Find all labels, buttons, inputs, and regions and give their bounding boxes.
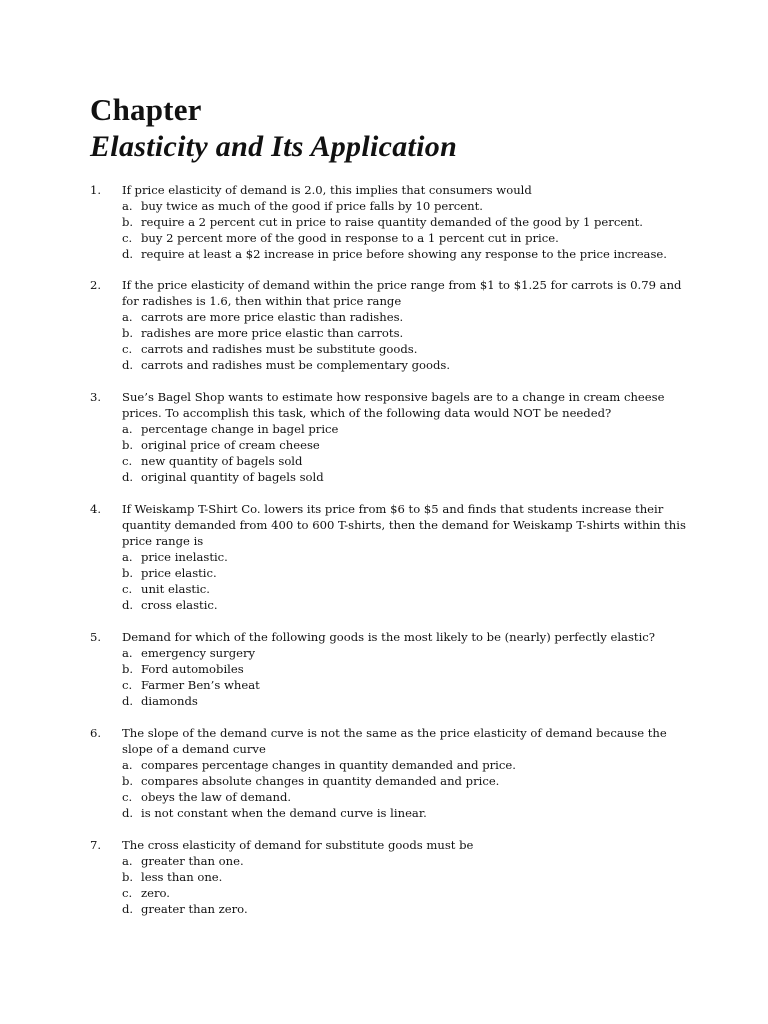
option-letter: c. bbox=[122, 582, 133, 596]
answer-option-c bbox=[122, 341, 690, 357]
option-letter: a. bbox=[122, 199, 133, 213]
option-letter: d. bbox=[122, 806, 134, 820]
answer-option-c bbox=[122, 581, 690, 597]
option-letter: b. bbox=[122, 326, 134, 340]
option-letter: b. bbox=[122, 870, 134, 884]
option-letter: d. bbox=[122, 694, 134, 708]
question-stem: Sue’s Bagel Shop wants to estimate how responsive bagels are to a change in cream cheese prices. To accomplish this task, which of the following data would NOT be needed? bbox=[122, 390, 665, 420]
answer-option-a bbox=[122, 198, 690, 214]
option-letter: c. bbox=[122, 886, 133, 900]
answer-option-a bbox=[122, 645, 690, 661]
question-6 bbox=[90, 725, 690, 821]
question-number: 5. bbox=[90, 630, 102, 644]
option-letter: c. bbox=[122, 678, 133, 692]
option-letter: d. bbox=[122, 358, 134, 372]
answer-option-c bbox=[122, 230, 690, 246]
answer-option-c bbox=[122, 789, 690, 805]
option-letter: d. bbox=[122, 247, 134, 261]
option-text: greater than zero. bbox=[141, 902, 248, 916]
option-text: obeys the law of demand. bbox=[141, 790, 292, 804]
option-text: radishes are more price elastic than carrots. bbox=[141, 326, 404, 340]
option-text: percentage change in bagel price bbox=[141, 422, 339, 436]
answer-option-a bbox=[122, 421, 690, 437]
option-text: diamonds bbox=[141, 694, 198, 708]
option-letter: c. bbox=[122, 342, 133, 356]
answer-option-b bbox=[122, 869, 690, 885]
answer-option-d bbox=[122, 805, 690, 821]
answer-option-b bbox=[122, 565, 690, 581]
option-text: price inelastic. bbox=[141, 550, 228, 564]
option-letter: b. bbox=[122, 215, 134, 229]
question-7 bbox=[90, 837, 690, 917]
option-letter: a. bbox=[122, 646, 133, 660]
question-4 bbox=[90, 501, 690, 613]
question-stem: The slope of the demand curve is not the same as the price elasticity of demand because the slope of a demand curve bbox=[122, 726, 667, 756]
option-text: compares percentage changes in quantity demanded and price. bbox=[141, 758, 516, 772]
chapter-subtitle: Elasticity and Its Application bbox=[90, 130, 458, 163]
option-letter: a. bbox=[122, 310, 133, 324]
option-text: require a 2 percent cut in price to raise quantity demanded of the good by 1 percent. bbox=[141, 215, 643, 229]
option-letter: c. bbox=[122, 790, 133, 804]
option-letter: b. bbox=[122, 566, 134, 580]
option-text: Ford automobiles bbox=[141, 662, 244, 676]
answer-option-a bbox=[122, 853, 690, 869]
option-letter: a. bbox=[122, 550, 133, 564]
answer-option-c bbox=[122, 677, 690, 693]
question-1 bbox=[90, 182, 690, 262]
option-text: original quantity of bagels sold bbox=[141, 470, 324, 484]
option-text: compares absolute changes in quantity demanded and price. bbox=[141, 774, 500, 788]
option-text: cross elastic. bbox=[141, 598, 218, 612]
option-text: Farmer Ben’s wheat bbox=[141, 678, 260, 692]
option-letter: b. bbox=[122, 774, 134, 788]
option-text: carrots are more price elastic than radishes. bbox=[141, 310, 404, 324]
option-text: less than one. bbox=[141, 870, 223, 884]
option-letter: a. bbox=[122, 854, 133, 868]
question-number: 3. bbox=[90, 390, 102, 404]
question-stem: If Weiskamp T-Shirt Co. lowers its price from $6 to $5 and finds that students increase their quantity demanded from 400 to 600 T-shirts, then the demand for Weiskamp T-shirts within this price range is bbox=[122, 502, 686, 548]
option-letter: a. bbox=[122, 758, 133, 772]
question-number: 1. bbox=[90, 183, 102, 197]
question-stem: If price elasticity of demand is 2.0, this implies that consumers would bbox=[122, 183, 532, 197]
answer-option-d bbox=[122, 901, 690, 917]
question-list bbox=[90, 182, 690, 917]
option-text: new quantity of bagels sold bbox=[141, 454, 303, 468]
answer-option-a bbox=[122, 309, 690, 325]
option-text: original price of cream cheese bbox=[141, 438, 320, 452]
answer-option-d bbox=[122, 246, 690, 262]
question-3 bbox=[90, 389, 690, 485]
question-number: 2. bbox=[90, 278, 102, 292]
answer-option-b bbox=[122, 661, 690, 677]
option-text: zero. bbox=[141, 886, 170, 900]
answer-option-a bbox=[122, 757, 690, 773]
option-letter: d. bbox=[122, 470, 134, 484]
chapter-heading: Chapter bbox=[90, 92, 202, 127]
answer-option-d bbox=[122, 469, 690, 485]
question-number: 7. bbox=[90, 838, 102, 852]
option-text: carrots and radishes must be substitute goods. bbox=[141, 342, 418, 356]
question-5 bbox=[90, 629, 690, 709]
option-text: require at least a $2 increase in price before showing any response to the price increase. bbox=[141, 247, 667, 261]
option-text: greater than one. bbox=[141, 854, 244, 868]
option-letter: b. bbox=[122, 662, 134, 676]
option-letter: d. bbox=[122, 902, 134, 916]
option-text: emergency surgery bbox=[141, 646, 256, 660]
option-letter: b. bbox=[122, 438, 134, 452]
option-text: buy twice as much of the good if price falls by 10 percent. bbox=[141, 199, 483, 213]
answer-option-c bbox=[122, 453, 690, 469]
question-number: 4. bbox=[90, 502, 102, 516]
answer-option-c bbox=[122, 885, 690, 901]
option-letter: d. bbox=[122, 598, 134, 612]
question-2 bbox=[90, 277, 690, 373]
answer-option-d bbox=[122, 597, 690, 613]
option-text: unit elastic. bbox=[141, 582, 210, 596]
option-text: buy 2 percent more of the good in response to a 1 percent cut in price. bbox=[141, 231, 559, 245]
option-text: is not constant when the demand curve is linear. bbox=[141, 806, 427, 820]
answer-option-b bbox=[122, 773, 690, 789]
question-stem: If the price elasticity of demand within the price range from $1 to $1.25 for carrots is 0.79 and for radishes is 1.6, then within that price range bbox=[122, 278, 682, 308]
question-stem: The cross elasticity of demand for substitute goods must be bbox=[122, 838, 474, 852]
option-letter: c. bbox=[122, 231, 133, 245]
answer-option-b bbox=[122, 437, 690, 453]
option-text: price elastic. bbox=[141, 566, 217, 580]
answer-option-b bbox=[122, 325, 690, 341]
option-text: carrots and radishes must be complementary goods. bbox=[141, 358, 451, 372]
answer-option-d bbox=[122, 693, 690, 709]
question-stem: Demand for which of the following goods is the most likely to be (nearly) perfectly elastic? bbox=[122, 630, 655, 644]
option-letter: c. bbox=[122, 454, 133, 468]
answer-option-a bbox=[122, 549, 690, 565]
option-letter: a. bbox=[122, 422, 133, 436]
question-number: 6. bbox=[90, 726, 102, 740]
answer-option-b bbox=[122, 214, 690, 230]
answer-option-d bbox=[122, 357, 690, 373]
